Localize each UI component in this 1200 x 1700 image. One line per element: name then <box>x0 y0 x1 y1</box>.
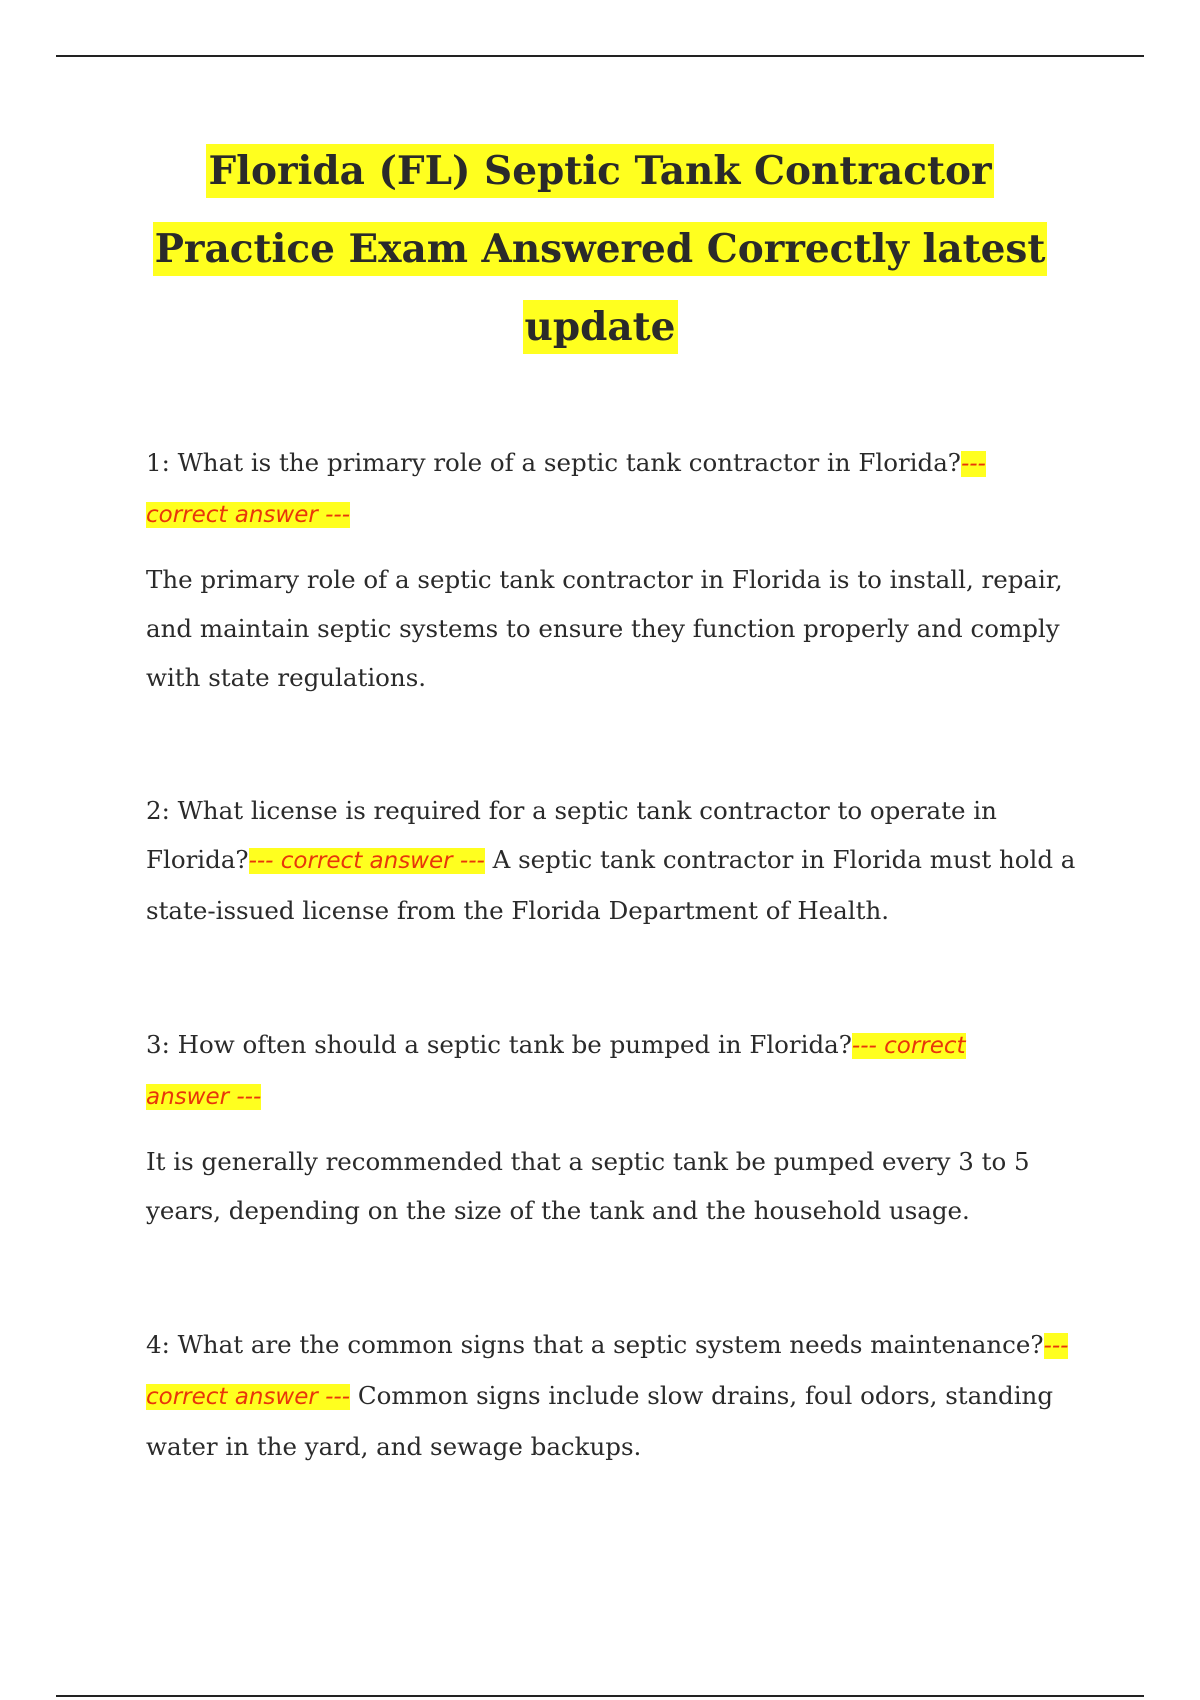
correct-answer-marker-4: --- correct answer --- <box>146 1333 1069 1410</box>
bottom-divider <box>56 1695 1144 1697</box>
question-3 <box>146 1020 1086 1122</box>
answer-4: Common signs include slow drains, foul odors, standing water in the yard, and sewage backups. <box>146 1381 1053 1461</box>
correct-answer-marker-3b: answer --- <box>146 1084 262 1110</box>
question-block-1 <box>146 438 1086 702</box>
question-block-2 <box>146 786 1086 935</box>
correct-answer-marker-1b: correct answer --- <box>146 502 351 528</box>
question-4 <box>146 1320 1086 1471</box>
question-2-text: 2: What license is required for a septic tank contractor to operate in Florida? <box>146 796 997 874</box>
question-3-text: 3: How often should a septic tank be pumped in Florida? <box>146 1030 852 1059</box>
document-title <box>120 132 1080 366</box>
answer-3: It is generally recommended that a septic tank be pumped every 3 to 5 years, depending on the size of the tank and the household usage. <box>146 1147 1030 1225</box>
answer-1: The primary role of a septic tank contractor in Florida is to install, repair, and maintain septic systems to ensure they function properly and comply with state regulations. <box>146 565 1063 692</box>
question-4-text: 4: What are the common signs that a septic system needs maintenance? <box>146 1330 1044 1359</box>
top-divider <box>56 55 1144 57</box>
questions-list <box>146 438 1086 1471</box>
question-1 <box>146 438 1086 540</box>
question-block-3 <box>146 1020 1086 1235</box>
question-2 <box>146 786 1086 935</box>
correct-answer-marker-3a: --- correct <box>851 1033 966 1059</box>
answer-2: A septic tank contractor in Florida must hold a state-issued license from the Florida Department of Health. <box>146 845 1076 925</box>
correct-answer-marker-1a: --- <box>960 451 986 477</box>
title-line-1: Florida (FL) Septic Tank Contractor <box>206 144 993 198</box>
question-block-4 <box>146 1320 1086 1471</box>
title-line-3: update <box>523 300 678 354</box>
correct-answer-marker-2: --- correct answer --- <box>248 848 485 874</box>
question-1-text: 1: What is the primary role of a septic tank contractor in Florida? <box>146 448 961 477</box>
title-line-2: Practice Exam Answered Correctly latest <box>153 222 1048 276</box>
